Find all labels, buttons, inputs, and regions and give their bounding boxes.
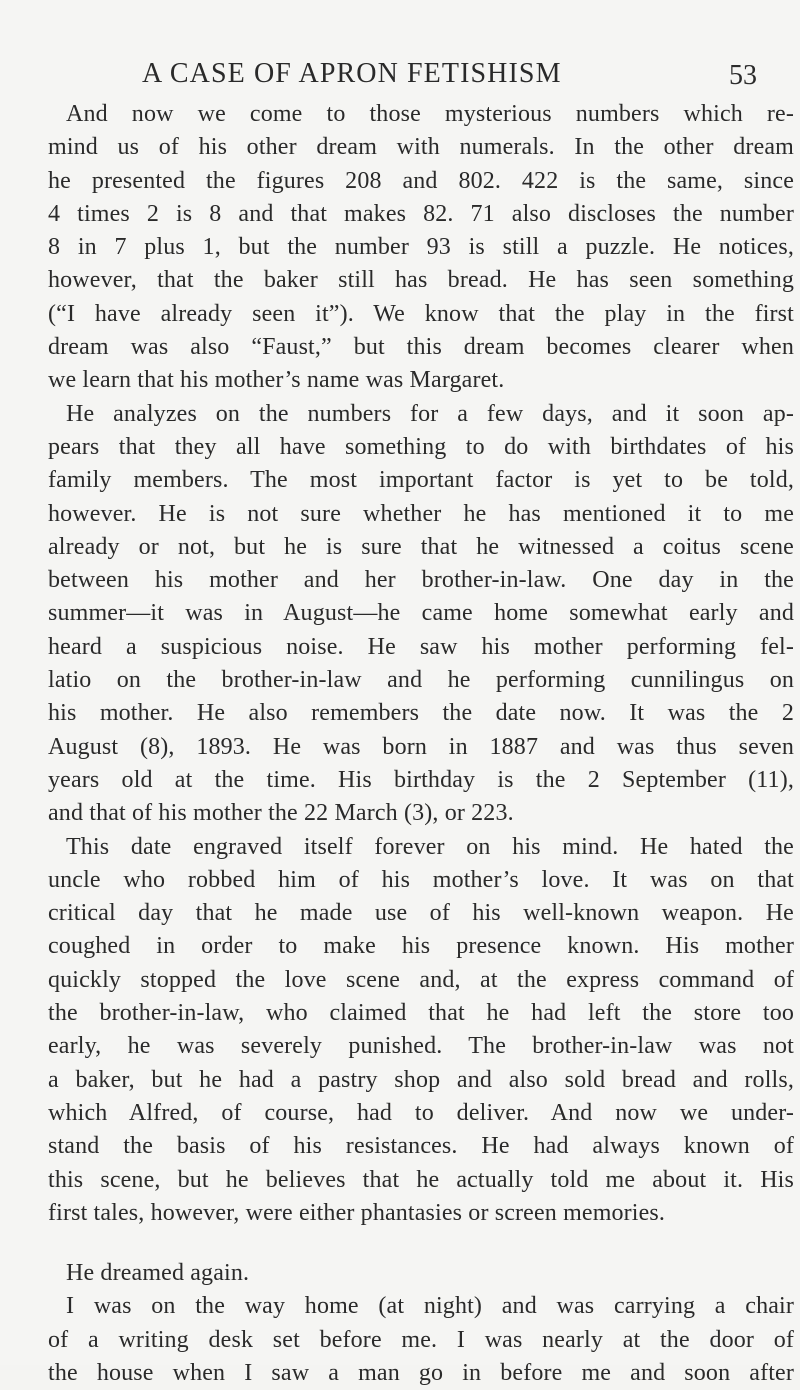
- text-line: years old at the time. His birthday is the 2 September (11),: [48, 766, 794, 793]
- text-line: summer—it was in August—he came home somewhat early and: [48, 600, 794, 627]
- text-line: however. He is not sure whether he has mentioned it to me: [48, 500, 794, 527]
- text-line: August (8), 1893. He was born in 1887 and was thus seven: [48, 733, 794, 760]
- text-line: this scene, but he believes that he actually told me about it. His: [48, 1166, 794, 1193]
- text-line: pears that they all have something to do with birthdates of his: [48, 433, 794, 460]
- text-line: which Alfred, of course, had to deliver. And now we under-: [48, 1099, 794, 1126]
- text-line: He analyzes on the numbers for a few days, and it soon ap-: [66, 400, 794, 427]
- text-line: stand the basis of his resistances. He had always known of: [48, 1133, 794, 1160]
- text-line: 4 times 2 is 8 and that makes 82. 71 also discloses the number: [48, 200, 794, 227]
- text-line: between his mother and her brother-in-law. One day in the: [48, 567, 794, 594]
- text-line: I was on the way home (at night) and was carrying a chair: [66, 1293, 794, 1320]
- body-text: [48, 98, 794, 1390]
- text-line: early, he was severely punished. The brother-in-law was not: [48, 1033, 794, 1060]
- text-line: family members. The most important factor is yet to be told,: [48, 467, 794, 494]
- text-line: the house when I saw a man go in before me and soon after: [48, 1359, 794, 1386]
- text-line: (“I have already seen it”). We know that the play in the first: [48, 300, 794, 327]
- text-line: his mother. He also remembers the date now. It was the 2: [48, 700, 794, 727]
- page-header: [0, 54, 800, 94]
- text-line: coughed in order to make his presence known. His mother: [48, 933, 794, 960]
- text-line: latio on the brother-in-law and he performing cunnilingus on: [48, 667, 794, 694]
- text-line: 8 in 7 plus 1, but the number 93 is still a puzzle. He notices,: [48, 234, 794, 261]
- text-line: of a writing desk set before me. I was nearly at the door of: [48, 1326, 794, 1353]
- text-line: And now we come to those mysterious numbers which re-: [66, 101, 794, 127]
- text-line: the brother-in-law, who claimed that he had left the store too: [48, 1000, 794, 1027]
- running-head: A CASE OF APRON FETISHISM: [142, 58, 562, 89]
- text-line: we learn that his mother’s name was Margaret.: [48, 367, 505, 394]
- section-break: [48, 1230, 794, 1257]
- text-line: He dreamed again.: [66, 1260, 250, 1287]
- text-line: heard a suspicious noise. He saw his mother performing fel-: [48, 633, 794, 660]
- text-line: a baker, but he had a pastry shop and also sold bread and rolls,: [48, 1066, 794, 1093]
- text-line: quickly stopped the love scene and, at the express command of: [48, 966, 794, 993]
- text-line: he presented the figures 208 and 802. 422 is the same, since: [48, 167, 794, 194]
- text-line: mind us of his other dream with numerals. In the other dream: [48, 134, 794, 161]
- text-line: however, that the baker still has bread. He has seen something: [48, 267, 794, 294]
- text-line: This date engraved itself forever on his mind. He hated the: [66, 833, 794, 860]
- text-line: critical day that he made use of his well-known weapon. He: [48, 900, 794, 927]
- text-line: uncle who robbed him of his mother’s love. It was on that: [48, 866, 794, 893]
- page-number: 53: [729, 60, 757, 91]
- text-line: and that of his mother the 22 March (3), or 223.: [48, 800, 514, 827]
- text-line: first tales, however, were either phantasies or screen memories.: [48, 1199, 666, 1226]
- text-line: dream was also “Faust,” but this dream becomes clearer when: [48, 334, 794, 361]
- text-line: already or not, but he is sure that he witnessed a coitus scene: [48, 533, 794, 560]
